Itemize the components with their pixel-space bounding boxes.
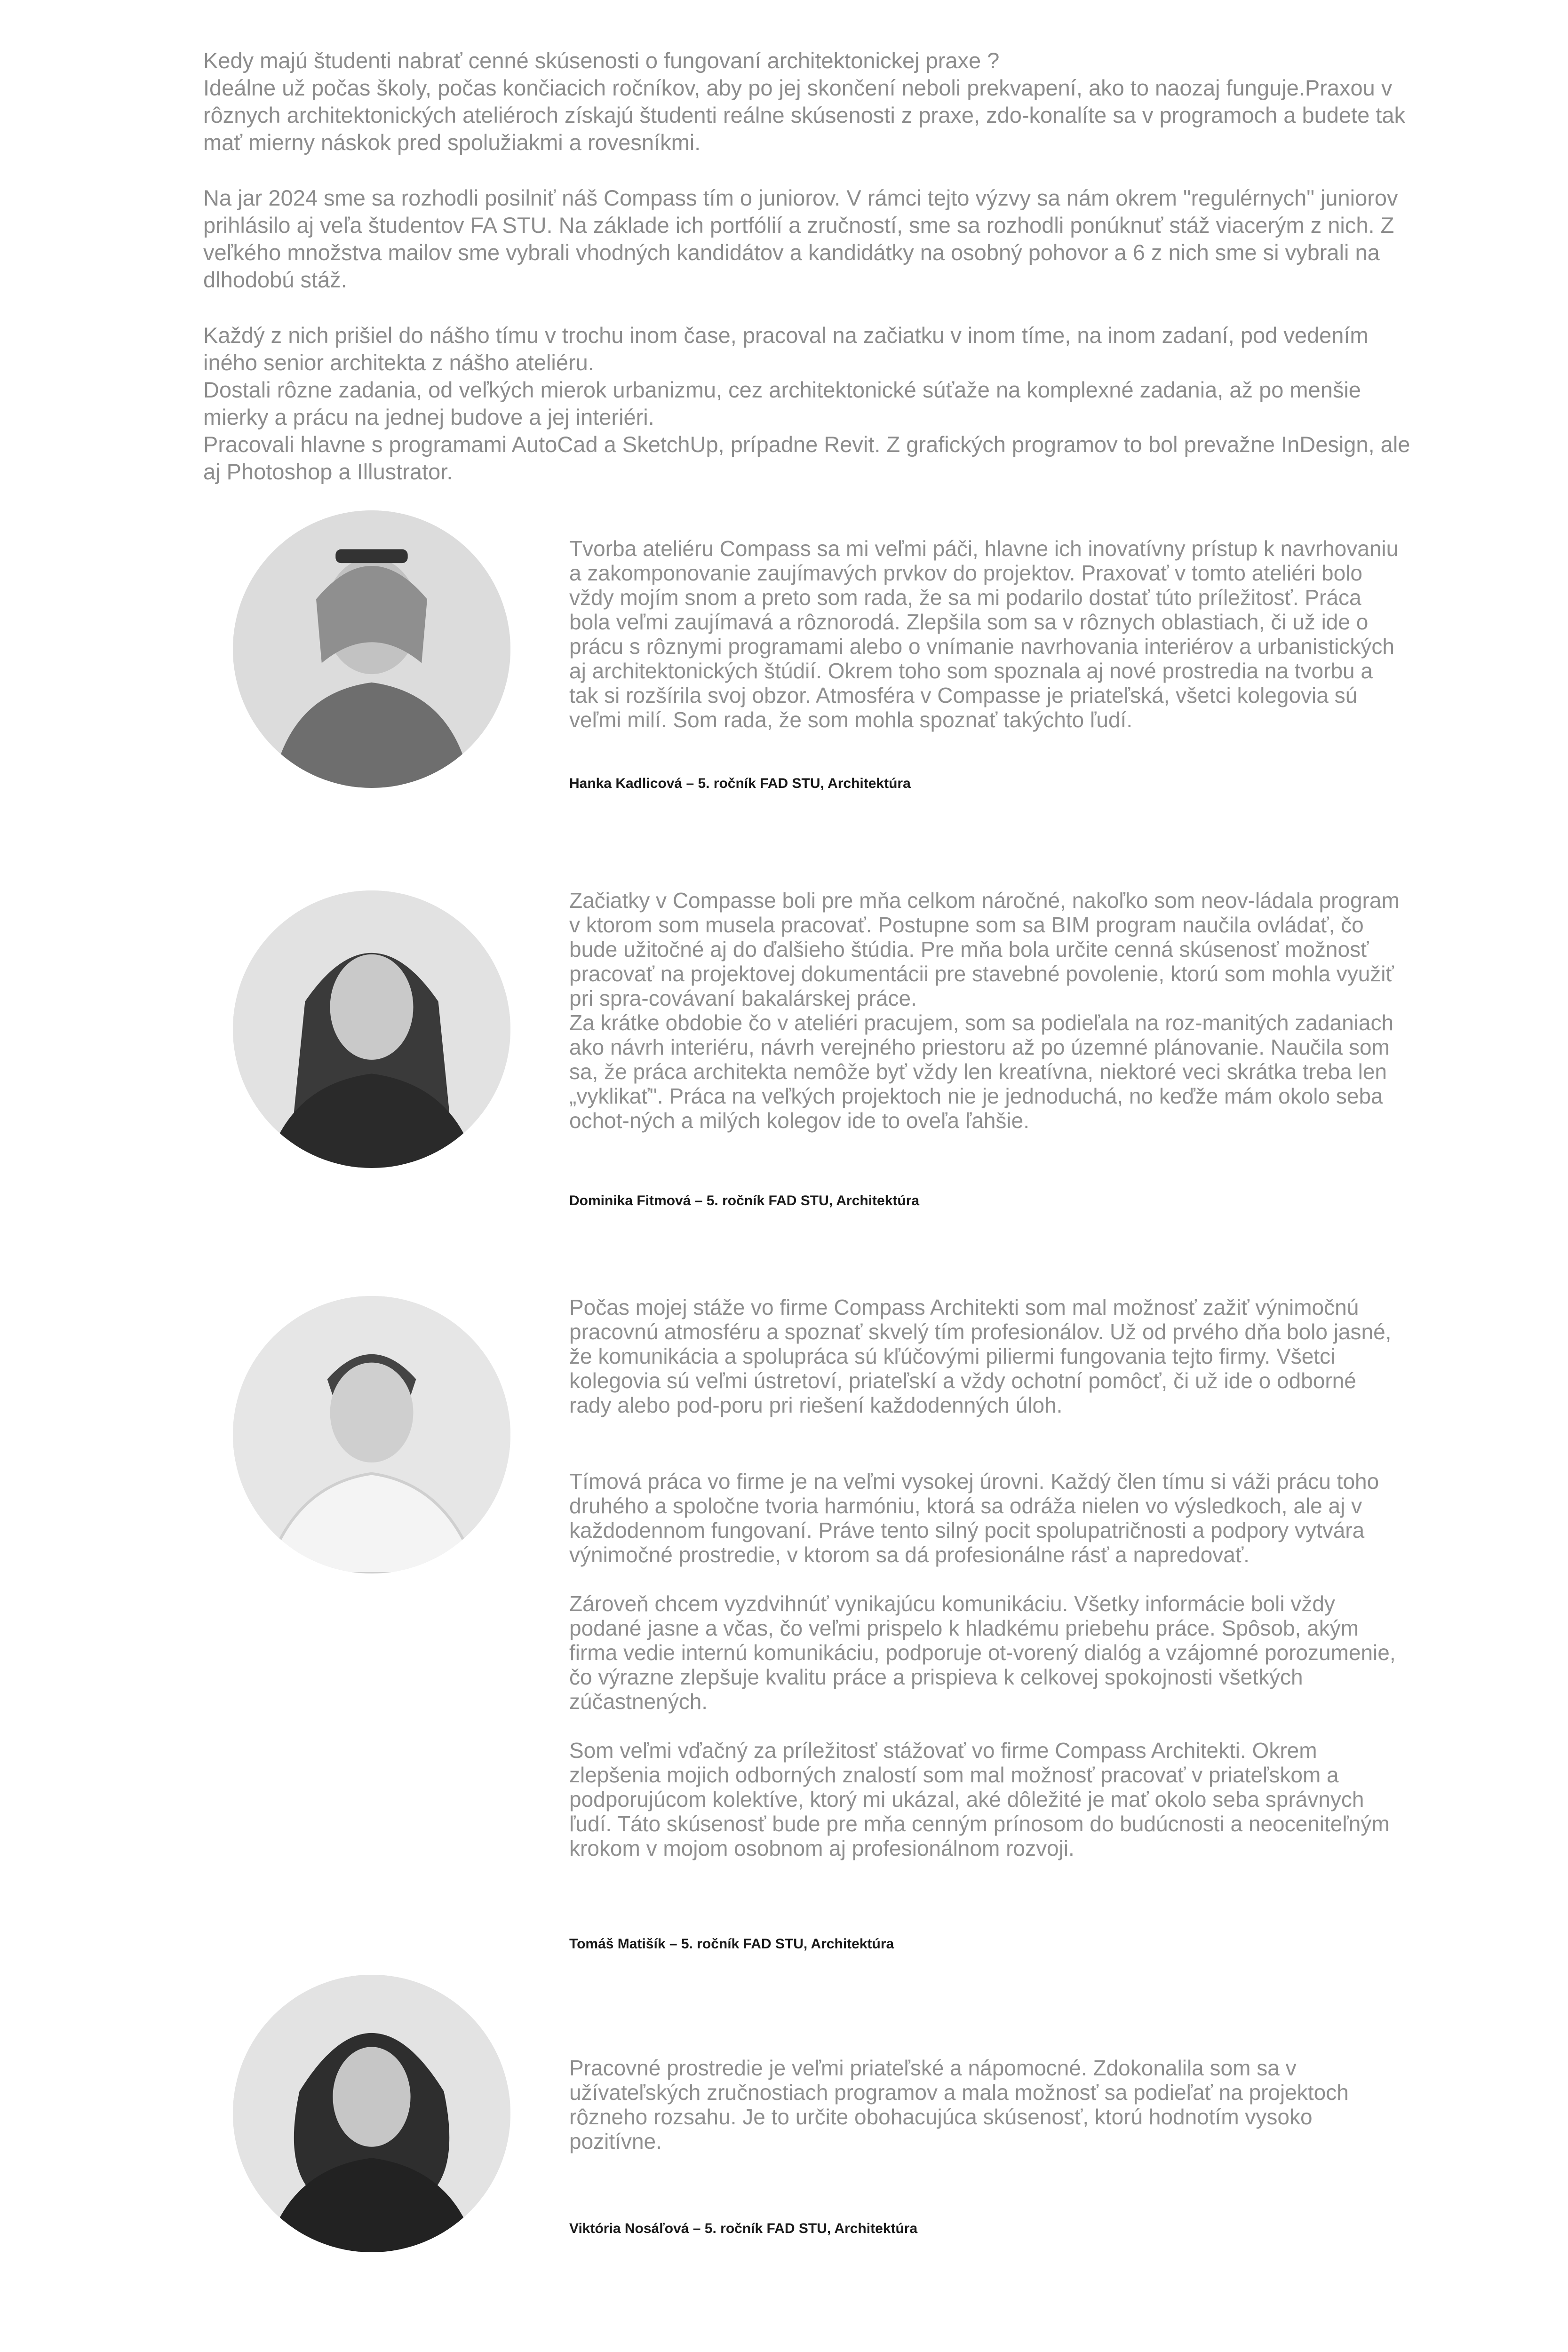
intro-paragraph: Každý z nich prišiel do nášho tímu v trochu inom čase, pracoval na začiatku v inom tíme, na inom zadaní, pod vedením iného senior architekta z nášho ateliéru. Dostali rôzne zadania, od veľkých mierok urbanizmu, cez architektonické súťaže na komplexné zadania, až po menšie mierky a prácu na jednej budove a jej interiéri. Pracovali hlavne s programami AutoCad a SketchUp, prípadne Revit. Z grafických programov to bol prevažne InDesign, ale aj Photoshop a Illustrator. <box>203 323 1410 484</box>
testimonial-caption: Tomáš Matišík – 5. ročník FAD STU, Architektúra <box>569 1936 894 1952</box>
testimonial-quote: Počas mojej stáže vo firme Compass Architekti som mal možnosť zažiť výnimočnú pracovnú atmosféru a spoznať skvelý tím profesionálov. Už od prvého dňa bolo jasné, že komunikácia a spolupráca sú kľúčovými piliermi fungovania tejto firmy. Všetci kolegovia sú veľmi ústretoví, priateľskí a vždy ochotní pomôcť, či už ide o odborné rady alebo pod-poru pri riešení každodenných úloh. <box>569 1295 1392 1417</box>
portrait-photo <box>233 1975 510 2252</box>
testimonial-quote-continued: Tímová práca vo firme je na veľmi vysokej úrovni. Každý člen tímu si váži prácu toho druhého a spoločne tvoria harmóniu, ktorá sa odráža nielen vo výsledkoch, ale aj v každodennom fungovaní. Práve tento silný pocit spolupatričnosti a podpory vytvára výnimočné prostredie, v ktorom sa dá profesionálne rásť a napredovať. Zároveň chcem vyzdvihnúť vynikajúcu komunikáciu. Všetky informácie boli vždy podané jasne a včas, čo veľmi prispelo k hladkému priebehu práce. Spôsob, akým firma vedie internú komunikáciu, podporuje ot-vorený dialóg a vzájomné porozumenie, čo výrazne zlepšuje kvalitu práce a prispieva k celkovej spokojnosti všetkých zúčastnených. Som veľmi vďačný za príležitosť stážovať vo firme Compass Architekti. Okrem zlepšenia mojich odborných znalostí som mal možnosť pracovať v priateľskom a podporujúcom kolektíve, ktorý mi ukázal, aké dôležité je mať okolo seba správnych ľudí. Táto skúsenosť bude pre mňa cenným prínosom do budúcnosti a neoceniteľným krokom v mojom osobnom aj profesionálnom rozvoji. <box>569 1469 1396 1860</box>
testimonial-quote: Tvorba ateliéru Compass sa mi veľmi páči, hlavne ich inovatívny prístup k navrhovaniu a zakomponovanie zaujímavých prvkov do projektov. Praxovať v tomto ateliéri bolo vždy mojím snom a preto som rada, že sa mi podarilo dostať túto príležitosť. Práca bola veľmi zaujímavá a rôznorodá. Zlepšila som sa v rôznych oblastiach, či už ide o prácu s rôznymi programami alebo o vnímanie navrhovania interiérov a urbanistických aj architektonických štúdií. Okrem toho som spoznala aj nové prostredia na tvorbu a tak si rozšírila svoj obzor. Atmosféra v Compasse je priateľská, všetci kolegovia sú veľmi milí. Som rada, že som mohla spoznať takýchto ľudí. <box>569 536 1399 732</box>
testimonial-caption: Viktória Nosáľová – 5. ročník FAD STU, Architektúra <box>569 2221 918 2236</box>
intro-paragraph: Ideálne už počas školy, počas končiacich ročníkov, aby po jej skončení neboli prekvapení, ako to naozaj funguje.Praxou v rôznych architektonických ateliéroch získajú študenti reálne skúsenosti z praxe, zdo-konalíte sa v programoch a budete tak mať mierny náskok pred spolužiakmi a rovesníkmi. <box>203 75 1406 155</box>
intro-paragraph: Na jar 2024 sme sa rozhodli posilniť náš Compass tím o juniorov. V rámci tejto výzvy sa nám okrem "regulérnych" juniorov prihlásilo aj veľa študentov FA STU. Na základe ich portfólií a zručností, sme sa rozhodli ponúknuť stáž viacerým z nich. Z veľkého množstva mailov sme vybrali vhodných kandidátov a kandidátky na osobný pohovor a 6 z nich sme si vybrali na dlhodobú stáž. <box>203 185 1398 292</box>
intro-section <box>203 47 1412 514</box>
testimonial-quote: Začiatky v Compasse boli pre mňa celkom náročné, nakoľko som neov-ládala program v ktorom som musela pracovať. Postupne som sa BIM program naučila ovládať, čo bude užitočné aj do ďalšieho štúdia. Pre mňa bola určite cenná skúsenosť možnosť pracovať na projektovej dokumentácii pre stavebné povolenie, ktorú som mohla využiť pri spra-covávaní bakalárskej práce. Za krátke obdobie čo v ateliéri pracujem, som sa podieľala na roz-manitých zadaniach ako návrh interiéru, návrh verejného priestoru až po územné plánovanie. Naučila som sa, že práca architekta nemôže byť vždy len kreatívna, niektoré veci skrátka treba len „vyklikať". Práca na veľkých projektoch nie je jednoduchá, no keďže mám okolo seba ochot-ných a milých kolegov ide to oveľa ľahšie. <box>569 888 1400 1133</box>
testimonial-quote: Pracovné prostredie je veľmi priateľské a nápomocné. Zdokonalila som sa v užívateľských zručnostiach programov a mala možnosť sa podieľať na projektoch rôzneho rozsahu. Je to určite obohacujúca skúsenosť, ktorú hodnotím vysoko pozitívne. <box>569 2056 1349 2153</box>
testimonial-caption: Hanka Kadlicová – 5. ročník FAD STU, Architektúra <box>569 776 911 791</box>
testimonial-caption: Dominika Fitmová – 5. ročník FAD STU, Architektúra <box>569 1193 920 1208</box>
portrait-photo <box>233 1296 510 1573</box>
intro-question: Kedy majú študenti nabrať cenné skúsenosti o fungovaní architektonickej praxe ? <box>203 48 1000 73</box>
portrait-photo <box>233 890 510 1168</box>
portrait-photo <box>233 510 510 788</box>
